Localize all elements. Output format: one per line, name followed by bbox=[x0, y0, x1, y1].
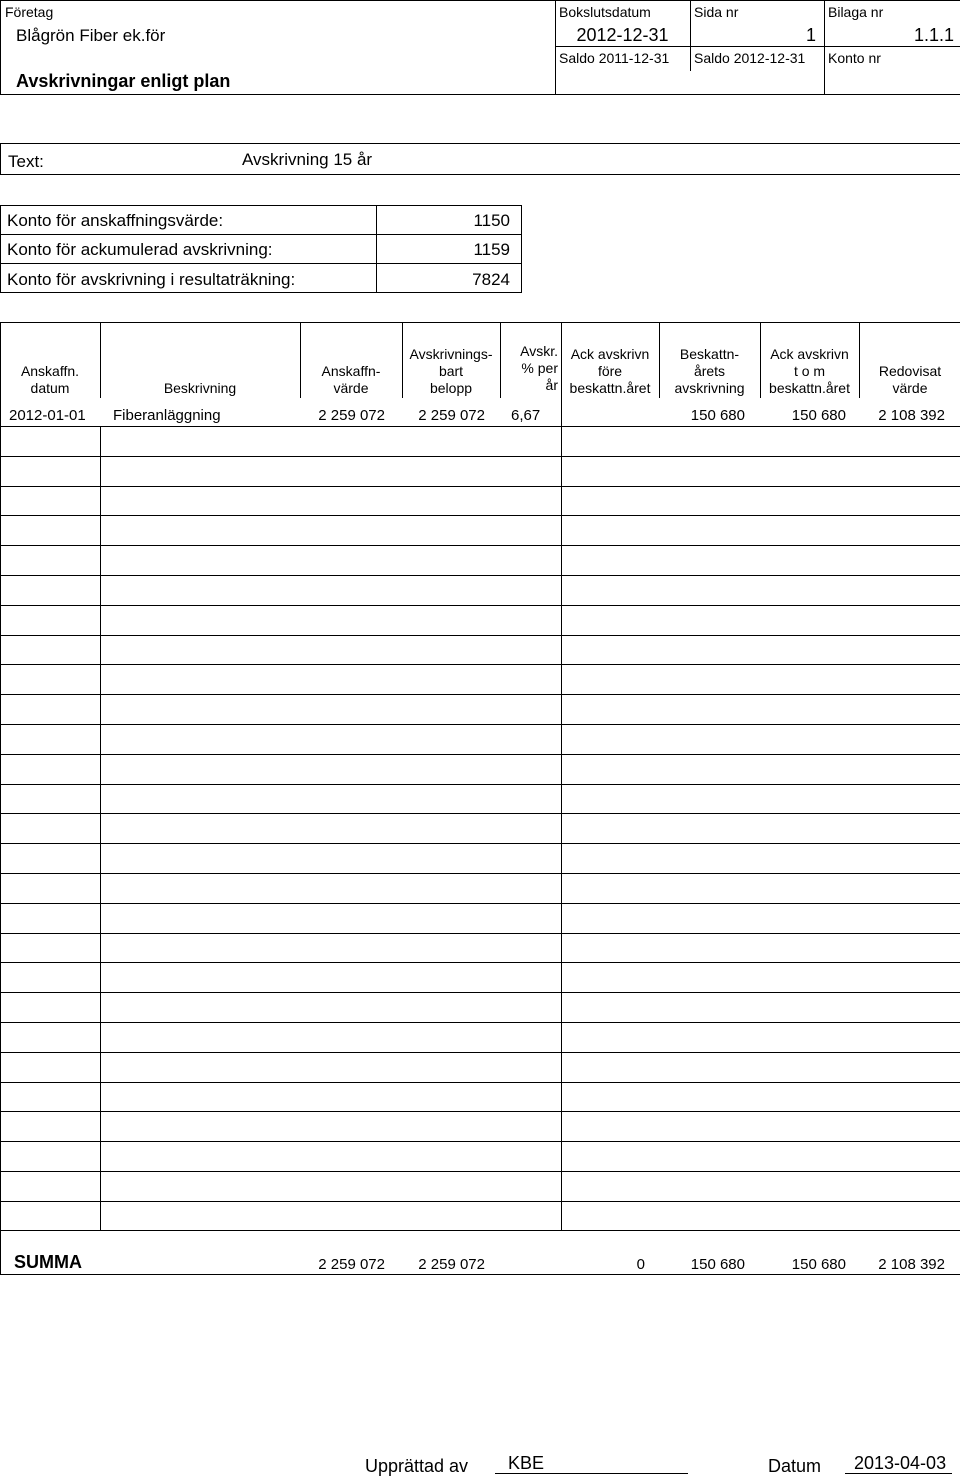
row-1-acc-through: 150 680 bbox=[791, 407, 846, 424]
company-name: Blågrön Fiber ek.för bbox=[16, 26, 166, 45]
row-1-date: 2012-01-01 bbox=[9, 407, 86, 424]
account-accum-label: Konto för ackumulerad avskrivning: bbox=[7, 240, 273, 259]
prepared-by-underline bbox=[495, 1473, 688, 1474]
grid-row-line bbox=[0, 933, 960, 934]
grid-row-line bbox=[0, 635, 960, 636]
col-header-description: Beskrivning bbox=[163, 380, 237, 396]
date-underline bbox=[845, 1473, 952, 1474]
row-1-acquisition-value: 2 259 072 bbox=[318, 407, 385, 424]
date-value: 2013-04-03 bbox=[854, 1453, 947, 1473]
grid-row-line bbox=[0, 605, 960, 606]
main-table bbox=[0, 322, 960, 1275]
grid-row-line bbox=[0, 545, 960, 546]
col-header-acc-before: Ack avskrivn före beskattn.året bbox=[569, 346, 651, 396]
grid-row-line bbox=[0, 873, 960, 874]
header-hline bbox=[555, 46, 960, 47]
grid-row-line bbox=[0, 575, 960, 576]
grid-row-line bbox=[0, 903, 960, 904]
grid-row-line bbox=[0, 664, 960, 665]
sum-book-value: 2 108 392 bbox=[878, 1256, 945, 1273]
row-1-year-depreciation: 150 680 bbox=[690, 407, 745, 424]
grid-row-line bbox=[0, 1052, 960, 1053]
account-result-label: Konto för avskrivning i resultaträkning: bbox=[7, 270, 296, 289]
col-header-acc-through: Ack avskrivn t o m beskattn.året bbox=[769, 346, 850, 396]
grid-row-line bbox=[0, 1111, 960, 1112]
col-header-depreciable-amount: Avskrivnings- bart belopp bbox=[409, 346, 493, 396]
account-acq-value: 1150 bbox=[473, 211, 510, 230]
grid-row-line bbox=[0, 992, 960, 993]
sum-acc-before: 0 bbox=[636, 1256, 645, 1273]
grid-row-line bbox=[0, 1171, 960, 1172]
balance-curr-label: Saldo 2012-12-31 bbox=[694, 50, 806, 66]
row-1-description: Fiberanläggning bbox=[113, 407, 221, 424]
grid-row-line bbox=[0, 1082, 960, 1083]
account-no-label: Konto nr bbox=[828, 50, 881, 66]
col-header-year-depreciation: Beskattn- årets avskrivning bbox=[674, 346, 745, 396]
col-header-book-value: Redovisat värde bbox=[878, 363, 942, 396]
date-label: Datum bbox=[768, 1456, 822, 1476]
closing-date: 2012-12-31 bbox=[576, 25, 669, 45]
grid-line-body-bottom bbox=[0, 1230, 960, 1231]
text-value: Avskrivning 15 år bbox=[242, 150, 373, 169]
grid-line-body-top bbox=[0, 426, 960, 427]
document-title: Avskrivningar enligt plan bbox=[16, 71, 231, 91]
grid-row-line bbox=[0, 1201, 960, 1202]
attachment-label: Bilaga nr bbox=[828, 4, 884, 20]
accounts-line-2 bbox=[0, 263, 522, 264]
header-divider-3 bbox=[824, 0, 825, 95]
accounts-line-1 bbox=[0, 234, 522, 235]
header-divider-1 bbox=[555, 0, 556, 95]
sum-year-depreciation: 150 680 bbox=[690, 1256, 745, 1273]
prepared-by-value: KBE bbox=[508, 1453, 545, 1473]
col-header-rate: Avskr. % per år bbox=[520, 343, 558, 393]
closing-date-label: Bokslutsdatum bbox=[559, 4, 651, 20]
sum-depreciable-amount: 2 259 072 bbox=[418, 1256, 485, 1273]
col-divider-body-5 bbox=[561, 398, 562, 1230]
grid-row-line bbox=[0, 724, 960, 725]
text-label: Text: bbox=[8, 152, 44, 171]
grid-row-line bbox=[0, 515, 960, 516]
grid-row-line bbox=[0, 694, 960, 695]
company-label: Företag bbox=[5, 4, 54, 20]
account-acq-label: Konto för anskaffningsvärde: bbox=[7, 211, 224, 230]
grid-row-line bbox=[0, 843, 960, 844]
account-accum-value: 1159 bbox=[473, 240, 510, 259]
text-box bbox=[0, 143, 960, 175]
col-header-acquisition-value: Anskaffn- värde bbox=[321, 363, 381, 396]
grid-row-line bbox=[0, 813, 960, 814]
attachment-number: 1.1.1 bbox=[913, 25, 954, 45]
grid-row-line bbox=[0, 754, 960, 755]
grid-row-line bbox=[0, 456, 960, 457]
row-1-book-value: 2 108 392 bbox=[878, 407, 945, 424]
page-label: Sida nr bbox=[694, 4, 739, 20]
prepared-by-label: Upprättad av bbox=[365, 1456, 469, 1476]
col-header-date: Anskaffn. datum bbox=[20, 363, 80, 396]
grid-row-line bbox=[0, 486, 960, 487]
balance-prev-label: Saldo 2011-12-31 bbox=[559, 50, 670, 66]
grid-row-line bbox=[0, 962, 960, 963]
sum-label: SUMMA bbox=[14, 1252, 82, 1272]
page-number: 1 bbox=[805, 25, 816, 45]
col-divider-body-1 bbox=[100, 426, 101, 1230]
grid-row-line bbox=[0, 784, 960, 785]
grid-row-line bbox=[0, 1022, 960, 1023]
row-1-rate: 6,67 bbox=[511, 407, 541, 424]
row-1-depreciable-amount: 2 259 072 bbox=[418, 407, 485, 424]
sum-acquisition-value: 2 259 072 bbox=[318, 1256, 385, 1273]
account-result-value: 7824 bbox=[472, 270, 510, 289]
grid-row-line bbox=[0, 1141, 960, 1142]
sum-acc-through: 150 680 bbox=[791, 1256, 846, 1273]
